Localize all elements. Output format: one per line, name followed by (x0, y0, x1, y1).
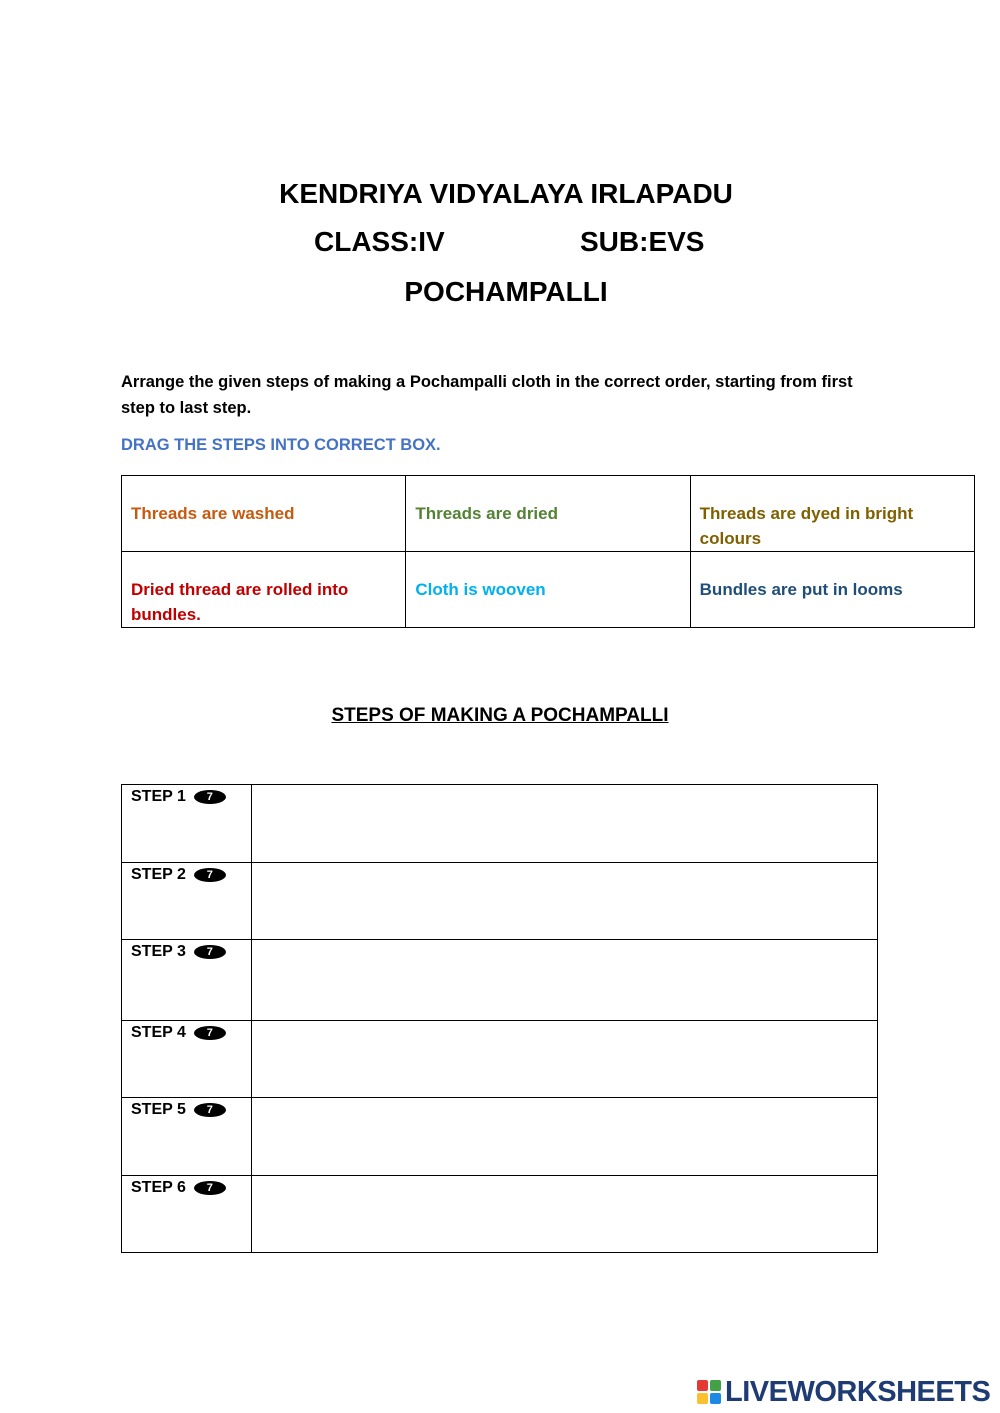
step-label: STEP 1 7 (122, 785, 252, 863)
drop-box-step-1[interactable] (252, 785, 878, 863)
liveworksheets-logo-icon (697, 1380, 721, 1404)
badge-icon: 7 (194, 1103, 226, 1117)
drop-box-step-4[interactable] (252, 1021, 878, 1098)
drop-box-step-6[interactable] (252, 1176, 878, 1253)
option-text: Threads are washed (131, 504, 295, 523)
badge-icon: 7 (194, 790, 226, 804)
step-label: STEP 6 7 (122, 1176, 252, 1253)
steps-table (121, 784, 878, 1253)
school-name: KENDRIYA VIDYALAYA IRLAPADU (279, 178, 733, 209)
option-text: Threads are dried (415, 504, 558, 523)
badge-icon: 7 (194, 1181, 226, 1195)
drag-instruction: DRAG THE STEPS INTO CORRECT BOX. (121, 436, 441, 454)
subject-label: SUB:EVS (580, 226, 705, 257)
drop-box-step-5[interactable] (252, 1098, 878, 1176)
badge-icon: 7 (194, 868, 226, 882)
option-card[interactable] (406, 552, 690, 628)
option-card[interactable] (690, 552, 974, 628)
option-text: Threads are dyed in bright colours (699, 504, 914, 548)
option-text: Bundles are put in looms (699, 580, 903, 599)
step-label: STEP 5 7 (122, 1098, 252, 1176)
steps-title: STEPS OF MAKING A POCHAMPALLI (331, 705, 669, 726)
step-label: STEP 2 7 (122, 863, 252, 940)
option-text: Cloth is wooven (415, 580, 546, 599)
option-card[interactable] (406, 476, 690, 552)
step-label: STEP 3 7 (122, 940, 252, 1021)
liveworksheets-logo[interactable] (697, 1374, 990, 1410)
options-table (121, 475, 975, 628)
class-label: CLASS:IV (314, 226, 445, 257)
step-label: STEP 4 7 (122, 1021, 252, 1098)
badge-icon: 7 (194, 945, 226, 959)
instructions: Arrange the given steps of making a Pochampalli cloth in the correct order, starting from first step to last step. (121, 373, 853, 417)
drop-box-step-3[interactable] (252, 940, 878, 1021)
option-card[interactable] (122, 476, 406, 552)
topic-title: POCHAMPALLI (404, 276, 608, 307)
option-text: Dried thread are rolled into bundles. (131, 580, 349, 624)
badge-icon: 7 (194, 1026, 226, 1040)
brand-name: LIVEWORKSHEETS (725, 1375, 991, 1408)
option-card[interactable] (122, 552, 406, 628)
option-card[interactable] (690, 476, 974, 552)
drop-box-step-2[interactable] (252, 863, 878, 940)
